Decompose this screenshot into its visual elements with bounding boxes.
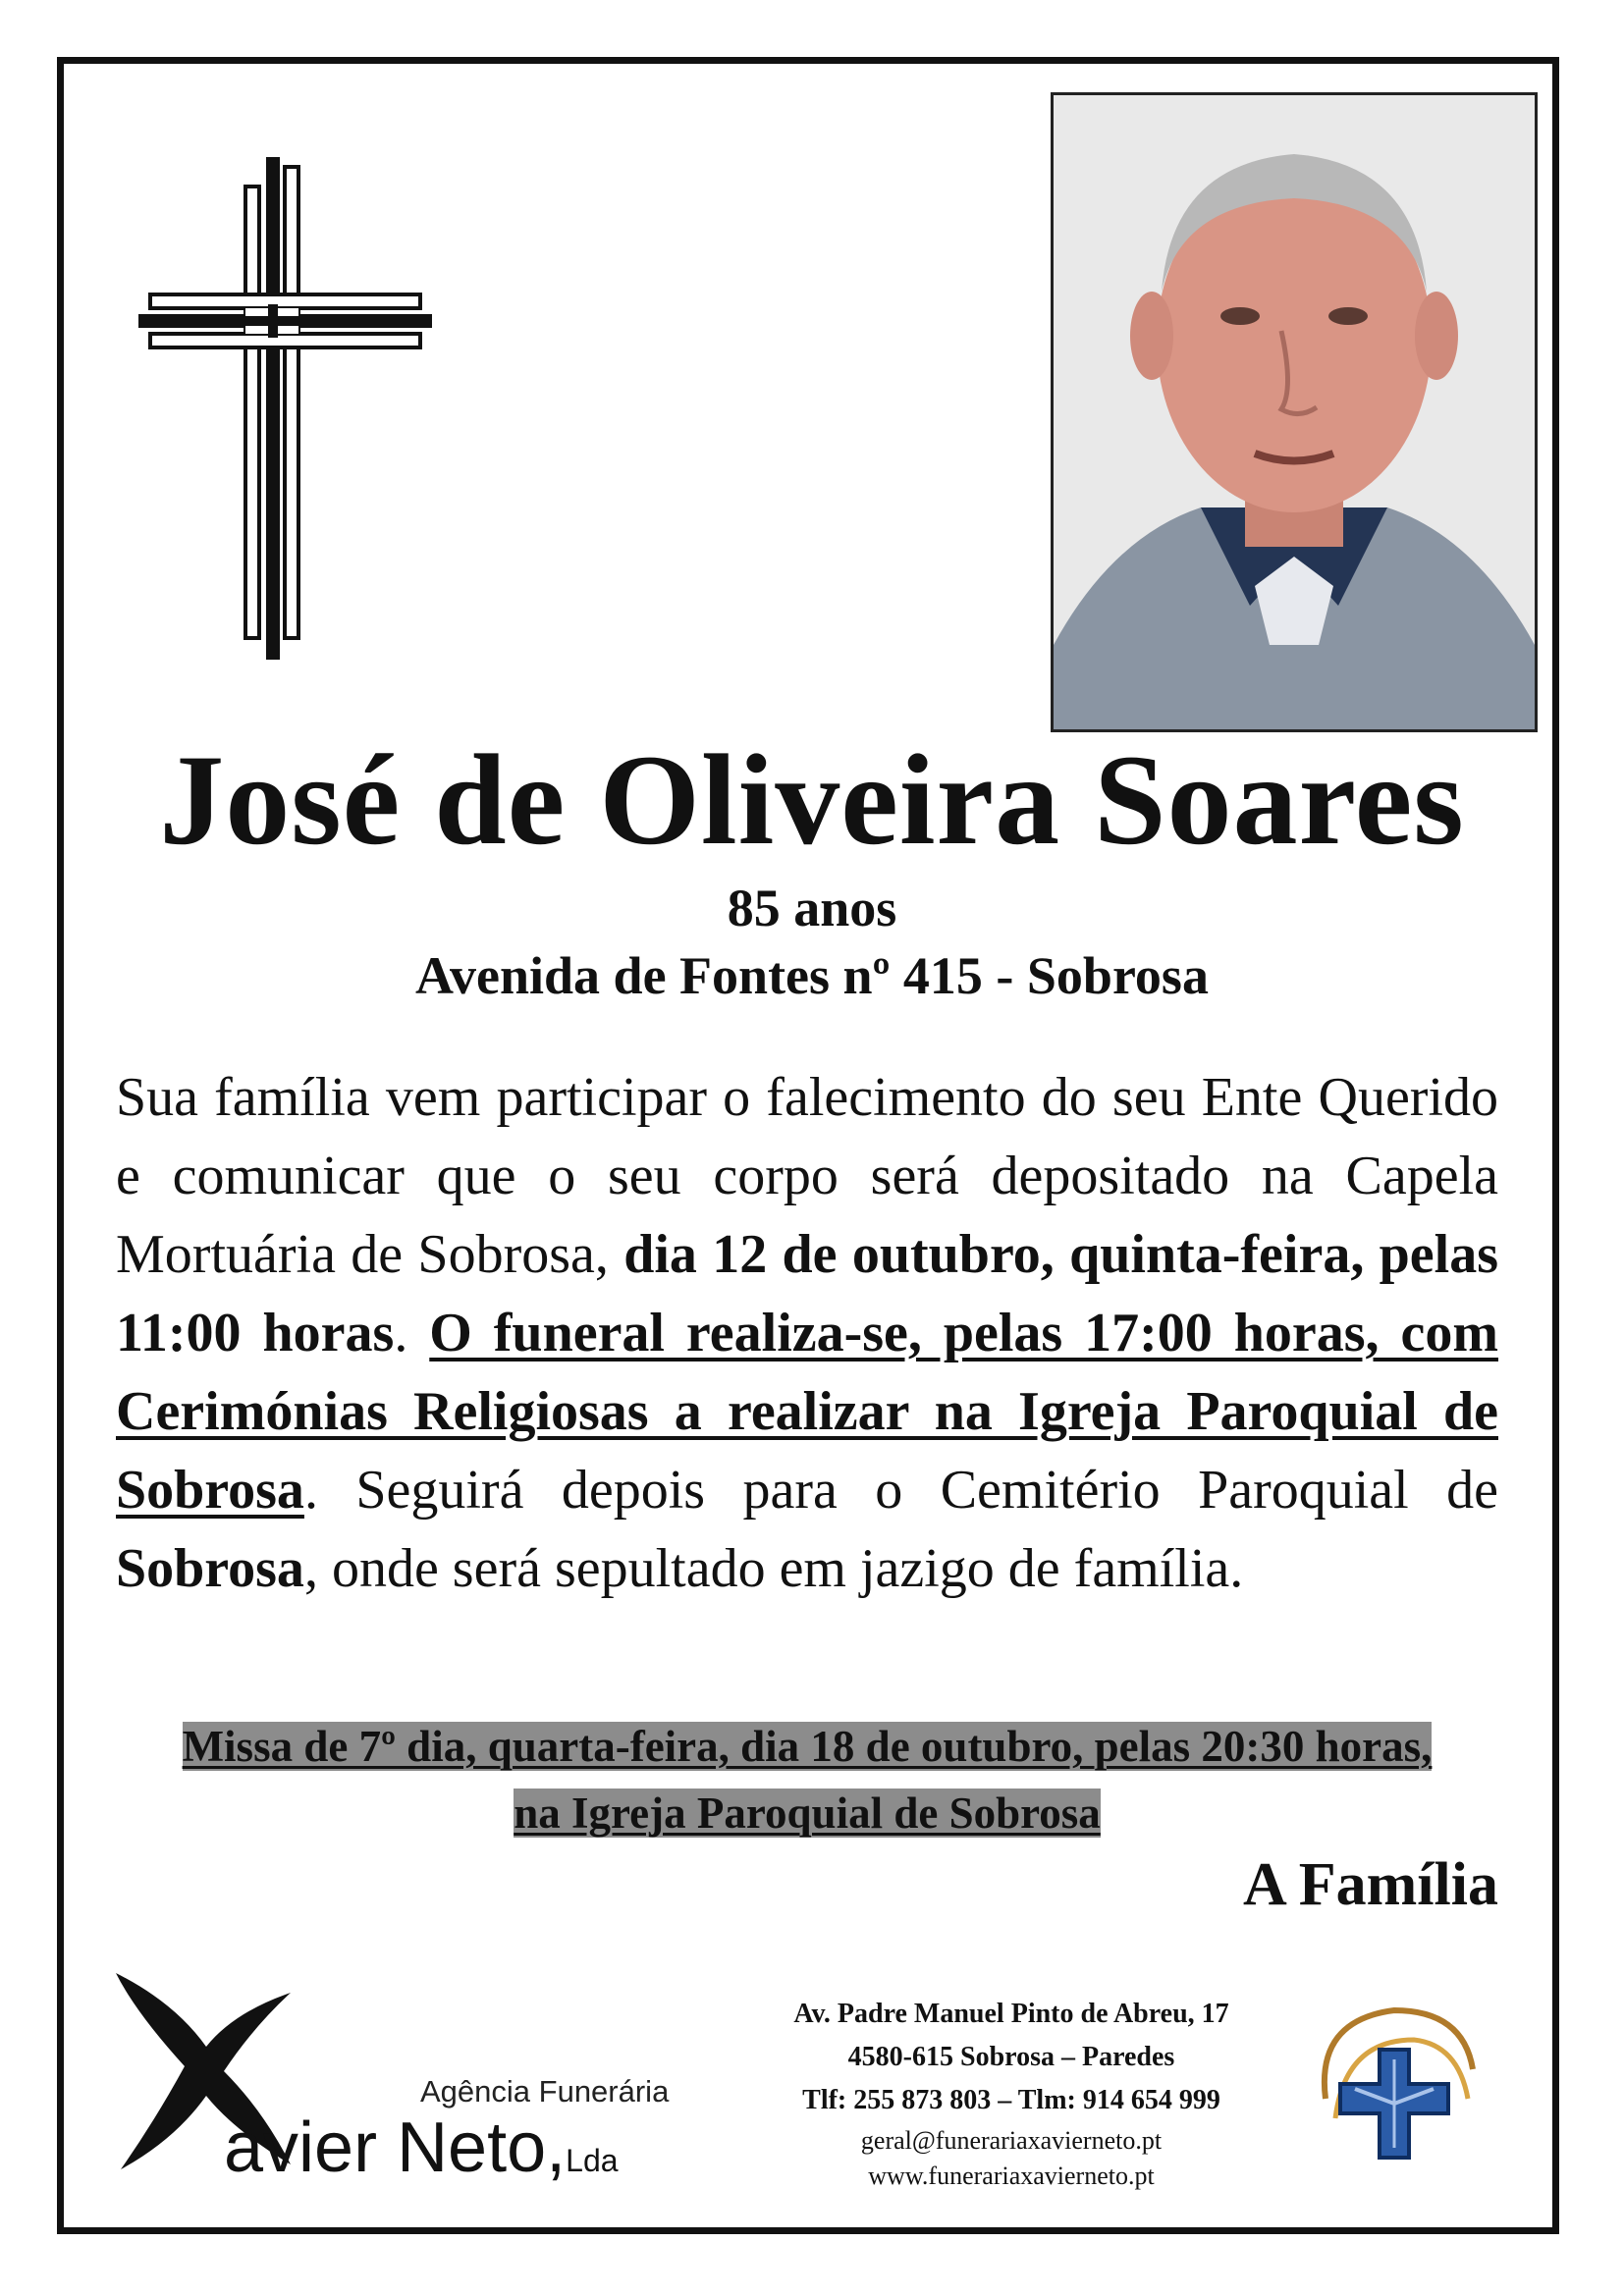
agency-email[interactable]: geral@funerariaxavierneto.pt bbox=[860, 2126, 1163, 2155]
announcement-part: Sua família vem participar o falecimento do seu Ente Querido e comunicar que o seu corpo será depositado na Capela Mortuária de Sobrosa, bbox=[116, 1067, 1498, 1285]
announcement-part: , onde será sepultado em jazigo de família. bbox=[303, 1538, 1244, 1599]
agency-name-text: avier Neto, bbox=[224, 2109, 567, 2187]
agency-address-line-2: 4580-615 Sobrosa – Paredes bbox=[847, 2042, 1175, 2072]
funeral-details: O funeral realiza-se, pelas 17:00 horas, com Cerimónias Religiosas a realizar na Igreja Paroquial de Sobrosa bbox=[116, 1303, 1499, 1521]
agency-web bbox=[736, 2123, 1286, 2194]
announcement-part: . Seguirá depois para o Cemitério Paroquial de bbox=[303, 1460, 1498, 1521]
cross-icon bbox=[135, 157, 440, 677]
agency-phones: Tlf: 255 873 803 – Tlm: 914 654 999 bbox=[802, 2085, 1220, 2115]
viewing-date: dia 12 de outubro, quinta-feira, pelas 11:00 horas bbox=[116, 1224, 1498, 1363]
agency-suffix: Lda bbox=[566, 2143, 619, 2178]
mass-notice bbox=[116, 1713, 1498, 1846]
deceased-name: José de Oliveira Soares bbox=[159, 727, 1465, 872]
deceased-address: Avenida de Fontes nº 415 - Sobrosa bbox=[415, 946, 1209, 1005]
mass-line-2: na Igreja Paroquial de Sobrosa bbox=[514, 1789, 1101, 1838]
announcement-part: . bbox=[394, 1303, 430, 1363]
announcement-text bbox=[116, 1058, 1498, 1608]
agency-contact bbox=[736, 1993, 1286, 2122]
association-badge-icon bbox=[1286, 1981, 1502, 2202]
agency-address-line-1: Av. Padre Manuel Pinto de Abreu, 17 bbox=[793, 1999, 1229, 2029]
agency-name bbox=[224, 2109, 619, 2200]
cemetery-name: Sobrosa bbox=[116, 1538, 304, 1599]
family-signature: A Família bbox=[1242, 1851, 1498, 1918]
agency-type: Agência Funerária bbox=[420, 2074, 670, 2109]
deceased-portrait bbox=[1051, 92, 1538, 732]
agency-website[interactable]: www.funerariaxavierneto.pt bbox=[868, 2162, 1155, 2190]
mass-line-1: Missa de 7º dia, quarta-feira, dia 18 de outubro, pelas 20:30 horas, bbox=[182, 1722, 1433, 1771]
deceased-age: 85 anos bbox=[727, 879, 897, 937]
